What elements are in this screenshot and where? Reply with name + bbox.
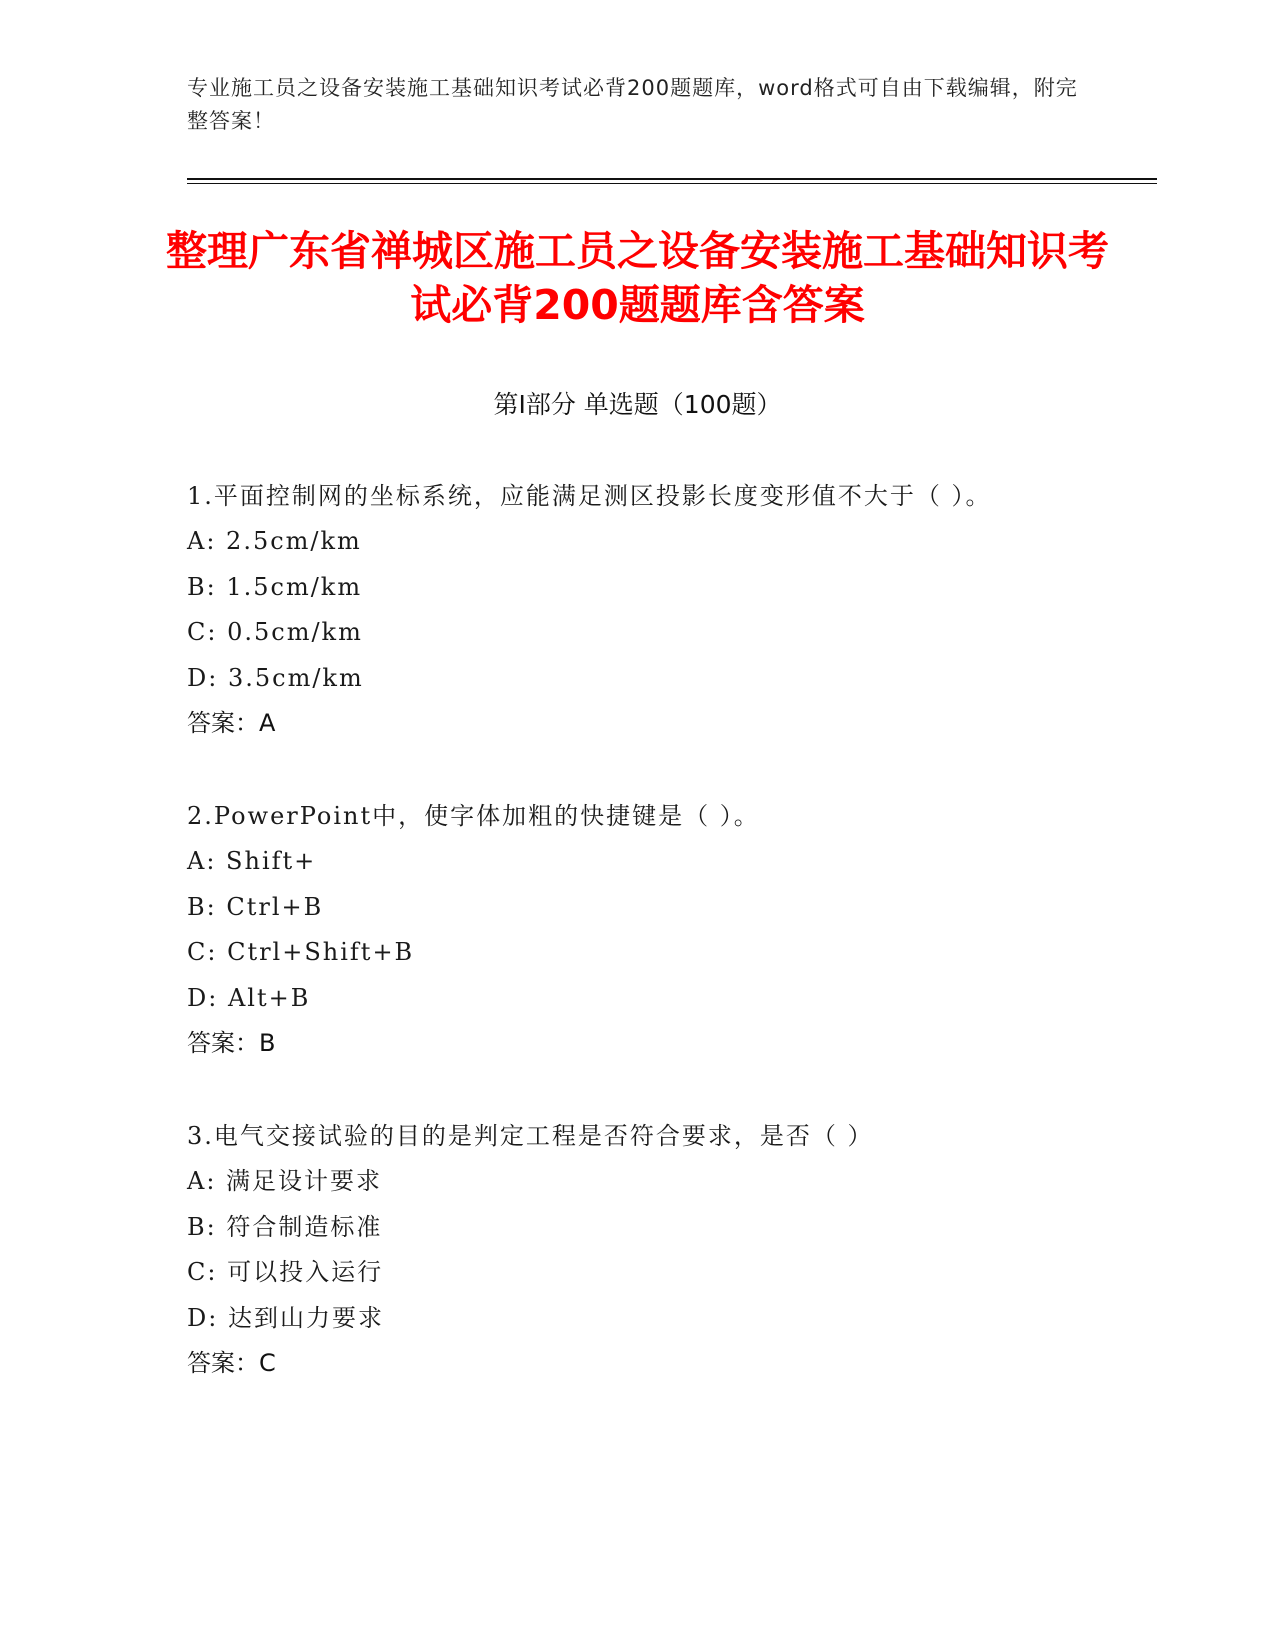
option-b: B: Ctrl+B — [187, 892, 324, 921]
question-stem: 2.PowerPoint中，使字体加粗的快捷键是（ ）。 — [187, 802, 760, 830]
question-stem: 1.平面控制网的坐标系统，应能满足测区投影长度变形值不大于（ ）。 — [187, 482, 992, 510]
question-item — [187, 1113, 1087, 1386]
option-b: B: 符合制造标准 — [187, 1212, 383, 1241]
question-stem: 3.电气交接试验的目的是判定工程是否符合要求，是否（ ） — [187, 1122, 874, 1150]
question-list — [187, 473, 1087, 1433]
answer-line: 答案：A — [187, 709, 276, 737]
answer-line: 答案：C — [187, 1349, 276, 1377]
option-a: A: 满足设计要求 — [187, 1167, 383, 1195]
option-a: A: Shift+ — [187, 847, 317, 875]
option-d: D: 3.5cm/km — [187, 663, 364, 692]
header-note: 专业施工员之设备安装施工基础知识考试必背200题题库，word格式可自由下载编辑，附完整答案！ — [187, 76, 1078, 133]
header-rule-thin — [187, 183, 1157, 184]
option-c: C: 0.5cm/km — [187, 618, 363, 646]
header-rule-thick — [187, 178, 1157, 180]
document-title: 整理广东省禅城区施工员之设备安装施工基础知识考试必背200题题库含答案 — [166, 227, 1109, 329]
answer-line: 答案：B — [187, 1029, 276, 1057]
option-d: D: Alt+B — [187, 983, 311, 1012]
option-d: D: 达到山力要求 — [187, 1303, 384, 1332]
question-item — [187, 473, 1087, 746]
question-item — [187, 793, 1087, 1066]
section-heading: 第Ⅰ部分 单选题（100题） — [493, 390, 782, 419]
option-c: C: Ctrl+Shift+B — [187, 938, 415, 966]
option-b: B: 1.5cm/km — [187, 572, 363, 601]
option-c: C: 可以投入运行 — [187, 1258, 384, 1286]
option-a: A: 2.5cm/km — [187, 527, 362, 555]
